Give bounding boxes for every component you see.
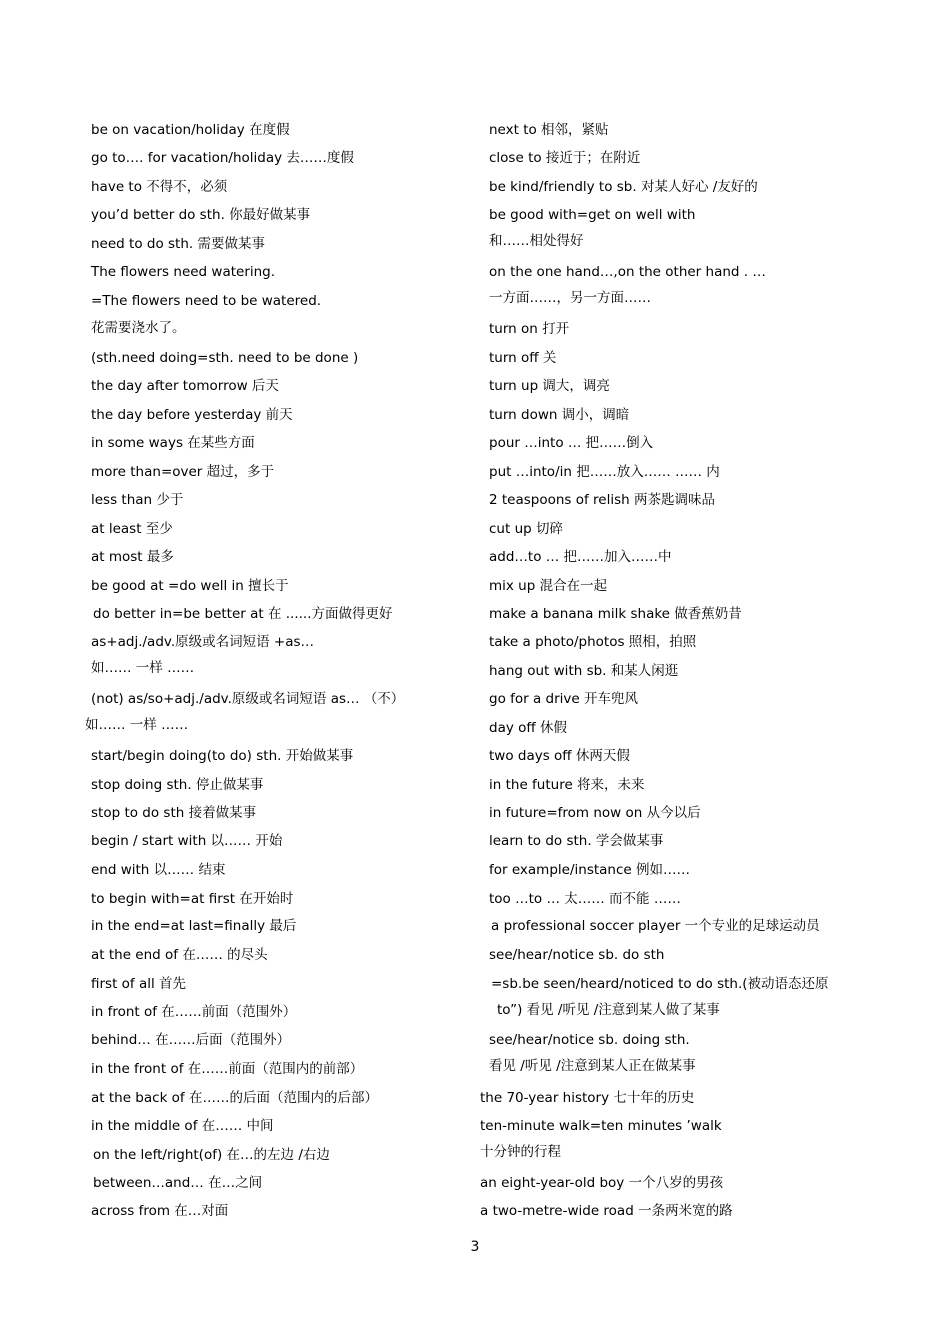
phrase-line: at least 至少 — [91, 521, 173, 537]
phrase-line: in the middle of 在…… 中间 — [91, 1118, 274, 1134]
phrase-line: end with 以…… 结束 — [91, 862, 226, 878]
phrase-line: at the end of 在…… 的尽头 — [91, 947, 268, 963]
phrase-line: behind… 在……后面（范围外） — [91, 1032, 291, 1048]
phrase-line: The flowers need watering. — [91, 264, 276, 280]
phrase-line: take a photo/photos 照相，拍照 — [489, 634, 697, 650]
phrase-line: start/begin doing(to do) sth. 开始做某事 — [91, 748, 354, 764]
page-number: 3 — [470, 1239, 480, 1255]
phrase-line: at most 最多 — [91, 549, 174, 565]
phrase-line: between…and… 在…之间 — [93, 1175, 263, 1191]
phrase-line: in the future 将来，未来 — [489, 777, 645, 793]
phrase-line: in some ways 在某些方面 — [91, 435, 255, 451]
phrase-line: add…to … 把……加入……中 — [489, 549, 672, 565]
phrase-line: the day after tomorrow 后天 — [91, 378, 279, 394]
phrase-line: see/hear/notice sb. do sth — [489, 947, 665, 963]
phrase-line: begin / start with 以…… 开始 — [91, 833, 283, 849]
phrase-line: the day before yesterday 前天 — [91, 407, 293, 423]
phrase-line: make a banana milk shake 做香蕉奶昔 — [489, 606, 742, 622]
phrase-line: turn off 关 — [489, 350, 557, 366]
phrase-line: go to…. for vacation/holiday 去……度假 — [91, 150, 354, 166]
phrase-line: be good at =do well in 擅长于 — [91, 578, 289, 594]
phrase-line: 十分钟的行程 — [480, 1144, 561, 1160]
phrase-line: in the end=at last=finally 最后 — [91, 918, 297, 934]
phrase-line: 如…… 一样 …… — [91, 660, 195, 676]
phrase-line: next to 相邻，紧贴 — [489, 122, 609, 138]
phrase-line: be kind/friendly to sb. 对某人好心 /友好的 — [489, 179, 758, 195]
phrase-line: need to do sth. 需要做某事 — [91, 236, 265, 252]
phrase-line: 花需要浇水了。 — [91, 320, 186, 336]
phrase-line: 2 teaspoons of relish 两茶匙调味品 — [489, 492, 715, 508]
phrase-line: be on vacation/holiday 在度假 — [91, 122, 290, 138]
phrase-line: two days off 休两天假 — [489, 748, 630, 764]
phrase-line: less than 少于 — [91, 492, 184, 508]
phrase-line: close to 接近于；在附近 — [489, 150, 641, 166]
phrase-line: to”) 看见 /听见 /注意到某人做了某事 — [497, 1002, 720, 1018]
phrase-line: ten-minute walk=ten minutes ’walk — [480, 1118, 722, 1134]
phrase-line: in future=from now on 从今以后 — [489, 805, 701, 821]
phrase-line: 如…… 一样 …… — [85, 717, 189, 733]
phrase-line: across from 在…对面 — [91, 1203, 229, 1219]
phrase-line: (not) as/so+adj./adv.原级或名词短语 as… （不） — [91, 691, 405, 707]
phrase-line: be good with=get on well with — [489, 207, 696, 223]
phrase-line: a professional soccer player 一个专业的足球运动员 — [491, 918, 820, 934]
phrase-line: have to 不得不，必须 — [91, 179, 228, 195]
phrase-line: first of all 首先 — [91, 976, 187, 992]
phrase-line: turn down 调小，调暗 — [489, 407, 630, 423]
phrase-line: hang out with sb. 和某人闲逛 — [489, 663, 679, 679]
phrase-line: learn to do sth. 学会做某事 — [489, 833, 664, 849]
phrase-line: see/hear/notice sb. doing sth. — [489, 1032, 690, 1048]
phrase-line: the 70-year history 七十年的历史 — [480, 1090, 695, 1106]
phrase-line: more than=over 超过，多于 — [91, 464, 275, 480]
phrase-line: in the front of 在……前面（范围内的前部） — [91, 1061, 364, 1077]
phrase-line: on the one hand…,on the other hand . … — [489, 264, 766, 280]
phrase-line: as+adj./adv.原级或名词短语 +as… — [91, 634, 315, 650]
phrase-line: =The flowers need to be watered. — [91, 293, 322, 309]
phrase-line: mix up 混合在一起 — [489, 578, 608, 594]
phrase-line: at the back of 在……的后面（范围内的后部） — [91, 1090, 378, 1106]
phrase-line: 看见 /听见 /注意到某人正在做某事 — [489, 1058, 696, 1074]
phrase-line: you’d better do sth. 你最好做某事 — [91, 207, 311, 223]
phrase-line: 和……相处得好 — [489, 233, 584, 249]
phrase-line: stop doing sth. 停止做某事 — [91, 777, 264, 793]
phrase-line: =sb.be seen/heard/noticed to do sth.(被动语态还原 — [491, 976, 829, 992]
phrase-line: do better in=be better at 在 ......方面做得更好 — [93, 606, 393, 622]
phrase-line: put …into/in 把……放入…… …… 内 — [489, 464, 720, 480]
phrase-line: turn up 调大，调亮 — [489, 378, 610, 394]
phrase-line: 一方面……，另一方面…… — [489, 290, 651, 306]
phrase-line: to begin with=at first 在开始时 — [91, 891, 294, 907]
phrase-line: cut up 切碎 — [489, 521, 563, 537]
phrase-line: a two-metre-wide road 一条两米宽的路 — [480, 1203, 733, 1219]
phrase-line: turn on 打开 — [489, 321, 570, 337]
phrase-line: day off 休假 — [489, 720, 567, 736]
phrase-line: stop to do sth 接着做某事 — [91, 805, 257, 821]
phrase-line: on the left/right(of) 在…的左边 /右边 — [93, 1147, 330, 1163]
phrase-line: (sth.need doing=sth. need to be done ) — [91, 350, 359, 366]
phrase-line: for example/instance 例如…… — [489, 862, 690, 878]
phrase-line: an eight-year-old boy 一个八岁的男孩 — [480, 1175, 724, 1191]
phrase-line: in front of 在……前面（范围外） — [91, 1004, 297, 1020]
phrase-line: pour …into … 把……倒入 — [489, 435, 654, 451]
phrase-line: go for a drive 开车兜风 — [489, 691, 638, 707]
phrase-line: too …to … 太…… 而不能 …… — [489, 891, 681, 907]
